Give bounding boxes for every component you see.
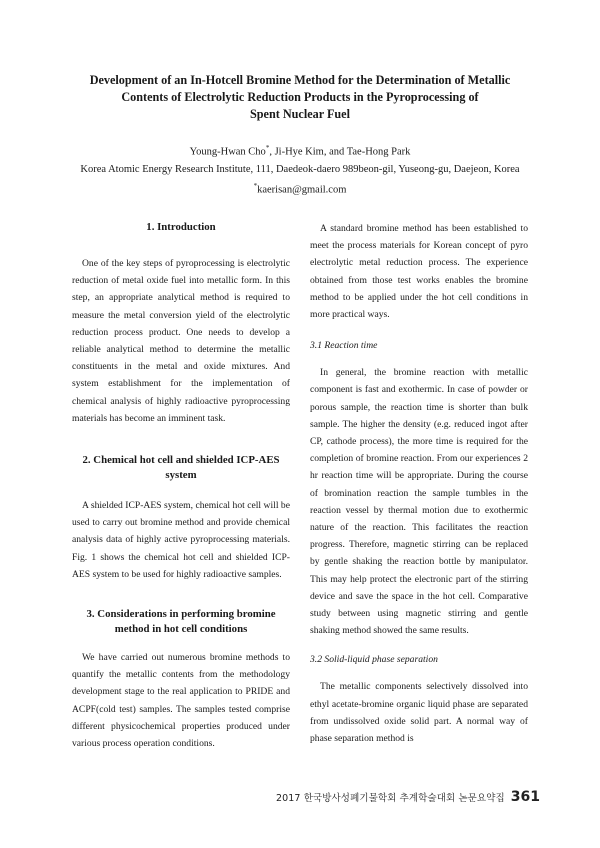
section-3-heading	[72, 607, 290, 637]
email-line	[40, 178, 560, 199]
section-3-heading-line-1: 3. Considerations in performing bromine	[86, 608, 276, 621]
section-2-heading-line-2: system	[165, 469, 197, 482]
paper-title	[60, 72, 540, 123]
title-line-2: Contents of Electrolytic Reduction Products in the Pyroprocessing of	[121, 90, 479, 104]
author-names	[40, 140, 560, 161]
author-block	[40, 140, 560, 198]
section-2-heading-line-1: 2. Chemical hot cell and shielded ICP-AES	[82, 454, 280, 467]
section-3-text: We have carried out numerous bromine methods to quantify the metallic contents from the methodology development stage to the real application to PRIDE and ACPF(cold test) samples. The samples tested comprise different physicochemical properties produced under various process operation conditions.	[72, 652, 290, 750]
email-address: kaerisan@gmail.com	[257, 184, 347, 195]
section-3-heading-line-2: method in hot cell conditions	[114, 623, 248, 636]
section-2-heading	[72, 453, 290, 483]
subsection-3-1-heading: 3.1 Reaction time	[310, 340, 378, 352]
email-mark: *	[253, 181, 258, 190]
section-2-text: A shielded ICP-AES system, chemical hot cell will be used to carry out bromine method and provide chemical analysis data of highly active pyroprocessing materials. Fig. 1 shows the chemical hot cell and shielded ICP-AES system to be used for highly radioactive samples.	[72, 500, 290, 580]
right-column	[310, 220, 528, 747]
conference-name: 2017 한국방사성폐기물학회 추계학술대회 논문요약집	[276, 793, 505, 804]
title-line-3: Spent Nuclear Fuel	[250, 107, 350, 121]
affiliation: Korea Atomic Energy Research Institute, 111, Daedeok-daero 989beon-gil, Yuseong-gu, Daejeon, Korea	[80, 163, 520, 175]
section-1-heading: 1. Introduction	[146, 221, 216, 233]
coauthors: , Ji-Hye Kim, and Tae-Hong Park	[269, 146, 411, 158]
section-1-text: One of the key steps of pyroprocessing is electrolytic reduction of metal oxide fuel into metallic form. In this step, an appropriate analytical method is required to measure the metal conversion yield of the electrolytic reduction process product. One needs to develop a reliable analytical method to determine the metallic constituents in the metal and oxide mixtures. And system establishment for the implementation of chemical analysis of highly radioactive pyroprocessing materials has become an imminent task.	[72, 258, 290, 424]
title-line-1: Development of an In-Hotcell Bromine Method for the Determination of Metallic	[89, 73, 511, 87]
subsection-3-1-text: In general, the bromine reaction with metallic component is fast and exothermic. In case of powder or porous sample, the reaction time is shorter than bulk sample. The higher the density (e.g. reduced ingot after CP, cathode process), the more time is required for the completion of bromine reaction. From our experiences 2 hr reaction time will be appropriate. During the course of bromination reaction the sample tumbles in the reaction vessel by thermal motion due to exothermic nature of the reaction. This facilitates the reaction progress. Therefore, magnetic stirring can be replaced by gentle shaking the reaction bottle by manipulator. This may help protect the electronic part of the stirring device and save the space in the hot cell. Comparative study between using magnetic stirring and gentle shaking method showed the same results.	[310, 367, 528, 637]
first-author: Young-Hwan Cho	[189, 146, 266, 158]
page-footer	[276, 789, 540, 805]
subsection-3-2-heading: 3.2 Solid-liquid phase separation	[310, 654, 438, 666]
corresponding-mark: *	[265, 144, 270, 152]
intro-paragraph: A standard bromine method has been established to meet the process materials for Korean concept of pyro electrolytic metal reduction process. The experience obtained from those test works enables the bromine method to be applied under the hot cell conditions in more practical ways.	[310, 223, 528, 321]
left-column	[72, 220, 290, 752]
page-number: 361	[510, 789, 540, 805]
subsection-3-2-text: The metallic components selectively dissolved into ethyl acetate-bromine organic liquid phase are separated from undissolved oxide solid part. A normal way of phase separation method is	[310, 681, 528, 745]
